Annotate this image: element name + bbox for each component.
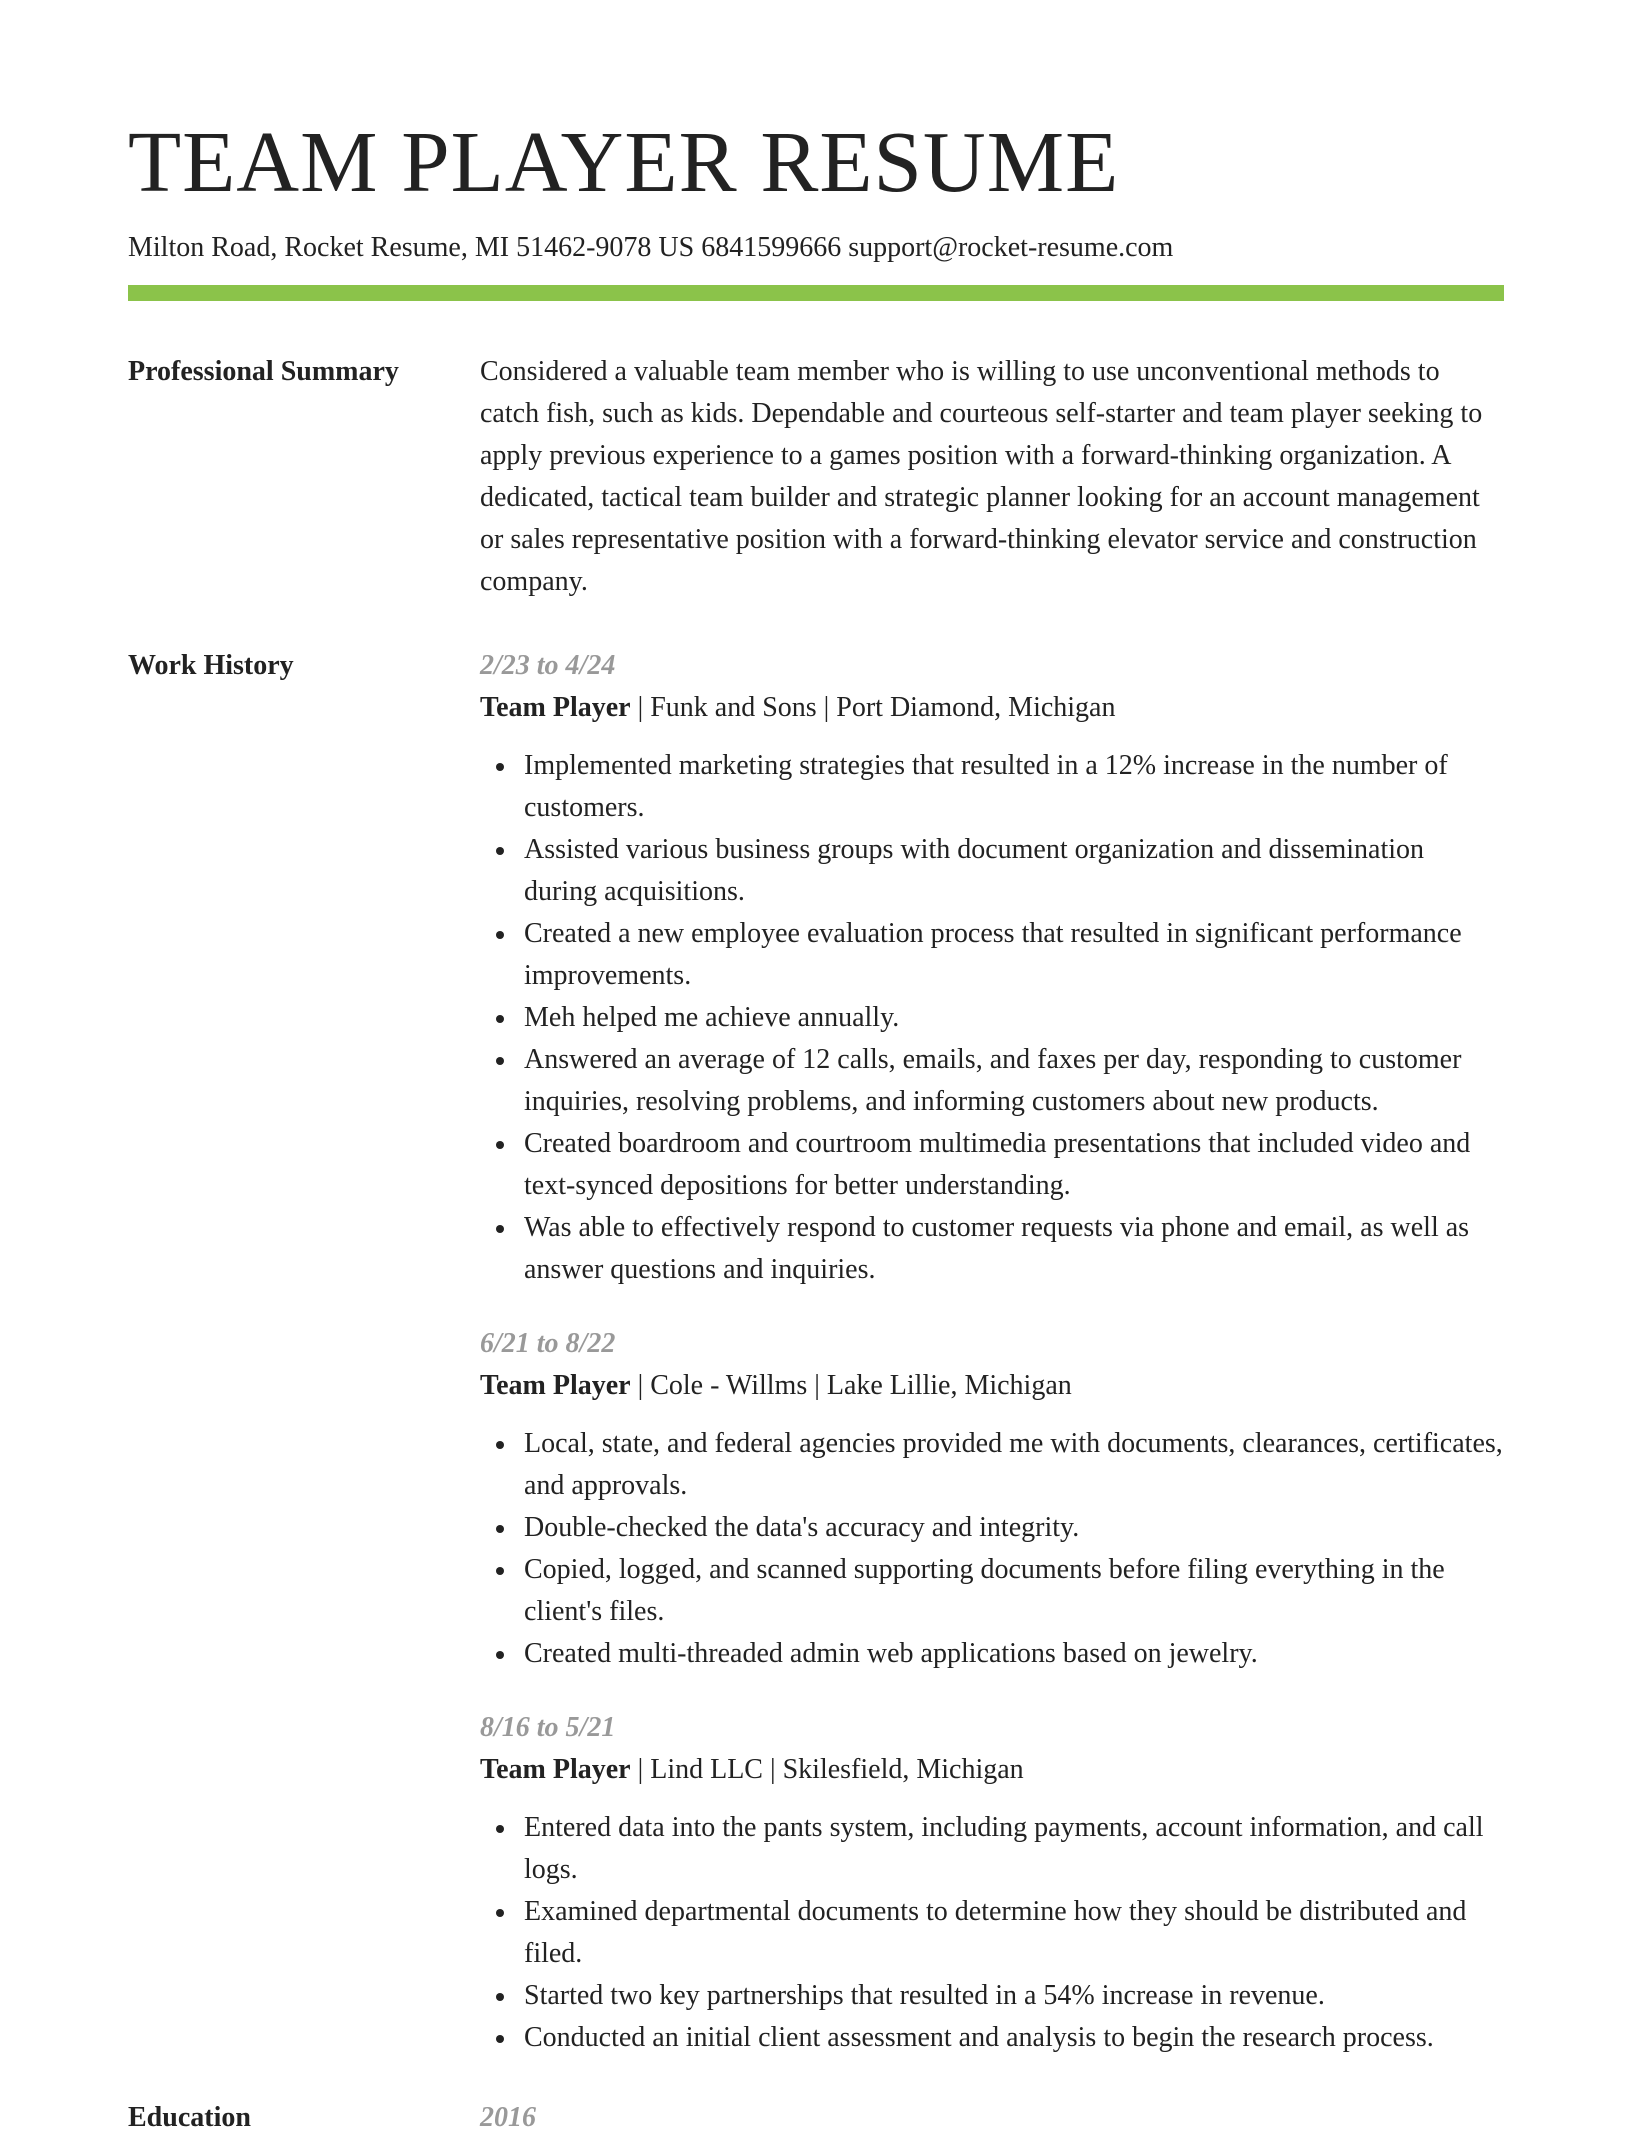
bullet-item [524, 1891, 1504, 1975]
section-label-work-history: Work History [128, 649, 294, 681]
job-bullets [480, 1807, 1504, 2059]
bullet-item [524, 1549, 1504, 1633]
bullet-text: Examined departmental documents to determine how they should be distributed and filed. [524, 1895, 1467, 1969]
bullet-item [524, 1507, 1504, 1549]
professional-summary-section [128, 351, 1504, 603]
bullet-item [524, 1633, 1504, 1675]
bullet-icon [496, 1015, 504, 1023]
bullet-text: Local, state, and federal agencies provided me with documents, clearances, certificates, and approvals. [524, 1427, 1503, 1501]
job-heading [480, 1365, 1504, 1407]
section-label-summary: Professional Summary [128, 355, 399, 387]
bullet-text: Double-checked the data's accuracy and integrity. [524, 1511, 1080, 1543]
bullet-icon [496, 1225, 504, 1233]
bullet-icon [496, 931, 504, 939]
bullet-text: Created boardroom and courtroom multimedia presentations that included video and text-synced depositions for better understanding. [524, 1127, 1471, 1201]
bullet-item [524, 1207, 1504, 1291]
bullet-text: Entered data into the pants system, including payments, account information, and call logs. [524, 1811, 1484, 1885]
section-label-education: Education [128, 2101, 251, 2133]
job-details: | Lind LLC | Skilesfield, Michigan [630, 1753, 1024, 1785]
bullet-item [524, 1975, 1504, 2017]
job-dates: 8/16 to 5/21 [480, 1711, 616, 1743]
bullet-icon [496, 763, 504, 771]
job-dates: 6/21 to 8/22 [480, 1327, 616, 1359]
bullet-text: Started two key partnerships that resulted in a 54% increase in revenue. [524, 1979, 1325, 2011]
bullet-text: Conducted an initial client assessment and analysis to begin the research process. [524, 2021, 1434, 2053]
education-body [480, 2097, 1504, 2139]
job-title: Team Player [480, 1753, 631, 1785]
contact-info: Milton Road, Rocket Resume, MI 51462-9078 US 6841599666 support@rocket-resume.com [128, 232, 1174, 263]
bullet-text: Created a new employee evaluation process that resulted in significant performance improvements. [524, 917, 1462, 991]
bullet-icon [496, 1993, 504, 2001]
bullet-icon [496, 1057, 504, 1065]
work-history-section [128, 645, 1504, 2059]
job-title: Team Player [480, 691, 631, 723]
bullet-item [524, 1039, 1504, 1123]
bullet-item [524, 1423, 1504, 1507]
job-details: | Cole - Willms | Lake Lillie, Michigan [630, 1369, 1072, 1401]
bullet-icon [496, 1909, 504, 1917]
job-heading [480, 1749, 1504, 1791]
bullet-icon [496, 1567, 504, 1575]
bullet-item [524, 2017, 1504, 2059]
bullet-item [524, 1807, 1504, 1891]
bullet-text: Meh helped me achieve annually. [524, 1001, 900, 1033]
bullet-item [524, 1123, 1504, 1207]
bullet-icon [496, 1825, 504, 1833]
bullet-item [524, 745, 1504, 829]
job-bullets [480, 1423, 1504, 1675]
bullet-icon [496, 1525, 504, 1533]
bullet-text: Copied, logged, and scanned supporting documents before filing everything in the client's files. [524, 1553, 1445, 1627]
bullet-text: Was able to effectively respond to customer requests via phone and email, as well as answer questions and inquiries. [524, 1211, 1470, 1285]
education-dates: 2016 [480, 2101, 536, 2133]
job-entry [480, 645, 1504, 1291]
education-section [128, 2097, 1504, 2139]
summary-text: Considered a valuable team member who is willing to use unconventional methods to catch fish, such as kids. Dependable and courteous self-starter and team player seeking to apply previous experience to a games position with a forward-thinking organization. A dedicated, tactical team builder and strategic planner looking for an account management or sales representative position with a forward-thinking elevator service and construction company. [480, 355, 1483, 597]
bullet-text: Assisted various business groups with document organization and dissemination during acquisitions. [524, 833, 1425, 907]
bullet-icon [496, 1651, 504, 1659]
bullet-icon [496, 847, 504, 855]
bullet-text: Implemented marketing strategies that resulted in a 12% increase in the number of customers. [524, 749, 1448, 823]
bullet-item [524, 913, 1504, 997]
work-history-list [480, 645, 1504, 2059]
bullet-icon [496, 1141, 504, 1149]
job-bullets [480, 745, 1504, 1291]
bullet-item [524, 829, 1504, 913]
accent-divider [128, 285, 1504, 301]
job-dates: 2/23 to 4/24 [480, 649, 616, 681]
bullet-text: Answered an average of 12 calls, emails, and faxes per day, responding to customer inquiries, resolving problems, and informing customers about new products. [524, 1043, 1462, 1117]
job-heading [480, 687, 1504, 729]
resume-title: TEAM PLAYER RESUME [128, 113, 1120, 210]
job-title: Team Player [480, 1369, 631, 1401]
bullet-icon [496, 1441, 504, 1449]
bullet-text: Created multi-threaded admin web applications based on jewelry. [524, 1637, 1258, 1669]
job-entry [480, 1323, 1504, 1675]
job-details: | Funk and Sons | Port Diamond, Michigan [630, 691, 1116, 723]
job-entry [480, 1707, 1504, 2059]
bullet-item [524, 997, 1504, 1039]
bullet-icon [496, 2035, 504, 2043]
